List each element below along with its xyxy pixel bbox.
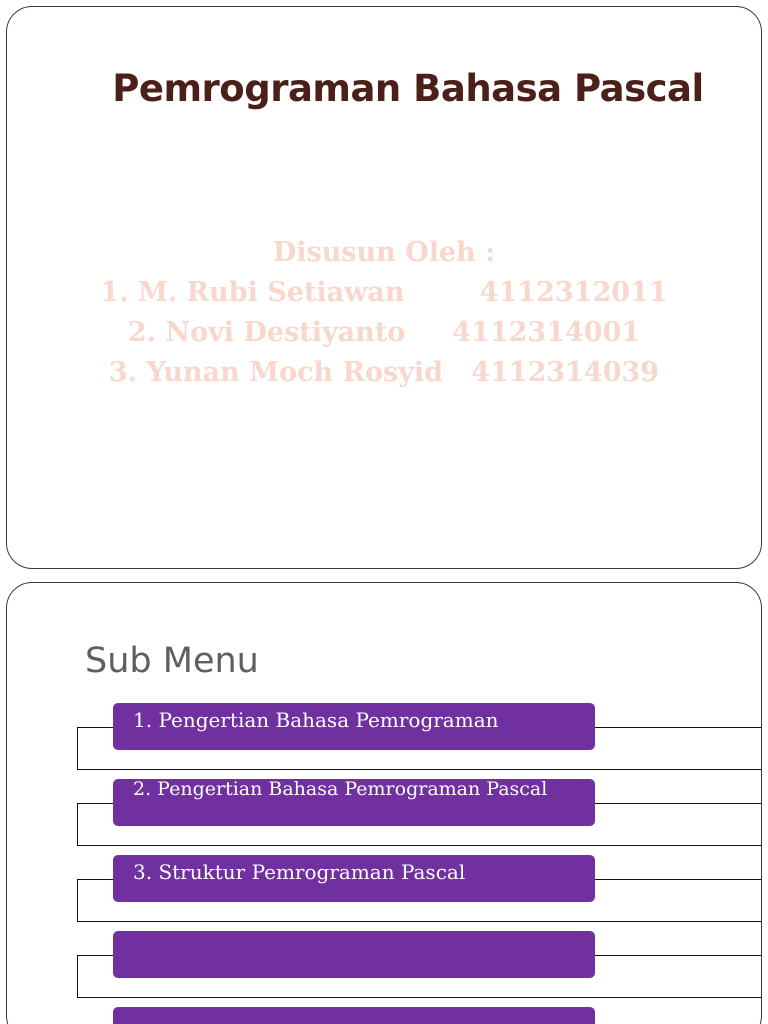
menu-connector-stub xyxy=(595,727,762,728)
menu-item-2[interactable]: 2. Pengertian Bahasa Pemrograman Pascal xyxy=(113,779,595,826)
slide-title: Pemrograman Bahasa Pascal xyxy=(112,67,704,110)
author-heading: Disusun Oleh : xyxy=(272,237,496,268)
menu-item-1[interactable]: 1. Pengertian Bahasa Pemrograman xyxy=(113,703,595,750)
sub-menu-slide xyxy=(6,582,762,1024)
menu-item-5[interactable] xyxy=(113,1007,595,1024)
sub-menu-title: Sub Menu xyxy=(85,641,259,681)
menu-item-4[interactable] xyxy=(113,931,595,978)
author-line-2: 2. Novi Destiyanto 4112314001 xyxy=(127,317,641,348)
title-slide xyxy=(6,6,762,569)
author-line-1: 1. M. Rubi Setiawan 4112312011 xyxy=(100,277,668,308)
menu-connector-stub xyxy=(77,727,113,728)
author-list xyxy=(7,233,761,393)
author-line-3: 3. Yunan Moch Rosyid 4112314039 xyxy=(108,357,660,388)
menu-item-3[interactable]: 3. Struktur Pemrograman Pascal xyxy=(113,855,595,902)
